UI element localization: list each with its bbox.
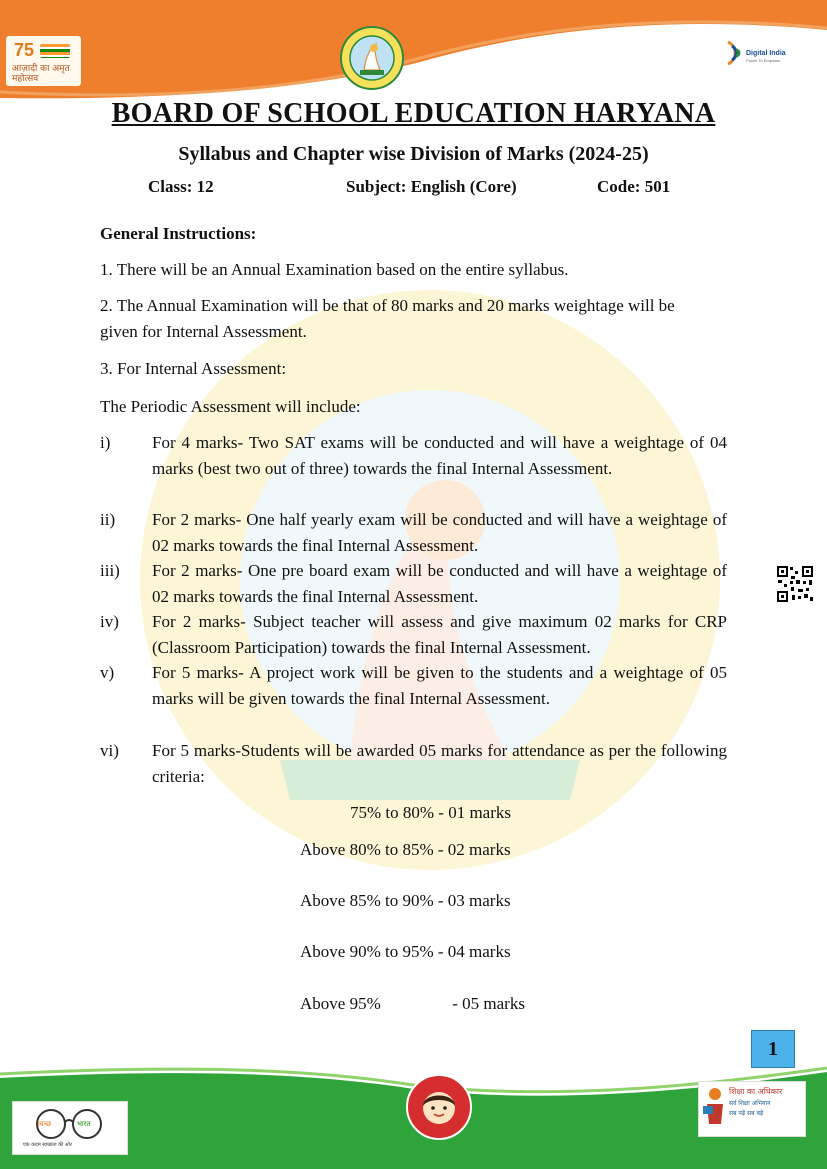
board-title: BOARD OF SCHOOL EDUCATION HARYANA: [111, 98, 716, 129]
list-item: [100, 430, 727, 482]
azadi-ka-amrit-mahotsav-logo: [6, 36, 81, 86]
list-item: [100, 738, 727, 790]
criteria-marks: - 04 marks: [437, 942, 511, 961]
bharat-word: भारत: [77, 1120, 91, 1128]
beti-bachao-beti-padhao-logo: [406, 1074, 472, 1140]
code-label: Code: 501: [597, 177, 671, 196]
criteria-row: [300, 840, 511, 860]
digital-india-text: Digital India: [746, 50, 786, 57]
item-text: For 5 marks- A project work will be given to the students and a weightage of 05 marks will be given towards the final Internal Assessment.: [152, 663, 727, 708]
item-text: For 2 marks- Subject teacher will assess and give maximum 02 marks for CRP (Classroom Participation) towards the final Internal Assessment.: [152, 612, 727, 657]
criteria-marks: - 03 marks: [437, 891, 511, 910]
page-number-badge: 1: [751, 1030, 795, 1068]
azadi-number: 75: [14, 40, 35, 60]
qr-code-icon: [776, 565, 814, 603]
digital-india-logo: [724, 38, 794, 72]
criteria-marks: - 02 marks: [437, 840, 511, 859]
class-label: Class: 12: [148, 177, 214, 196]
criteria-row: [300, 942, 511, 962]
criteria-marks: - 05 marks: [452, 994, 525, 1013]
criteria-row: [300, 994, 525, 1014]
item-text: For 2 marks- One pre board exam will be conducted and will have a weightage of 02 marks towards the final Internal Assessment.: [152, 561, 727, 606]
criteria-range: Above 80% to 85%: [300, 840, 434, 859]
item-number: iii): [100, 561, 120, 580]
instruction-1: 1. There will be an Annual Examination based on the entire syllabus.: [100, 260, 569, 279]
header-band: [0, 0, 827, 100]
azadi-text: आज़ादी का अमृत महोत्सव: [12, 64, 70, 84]
instruction-3: 3. For Internal Assessment:: [100, 359, 287, 378]
item-number: v): [100, 663, 115, 682]
swachh-tagline: एक कदम स्वच्छता की ओर: [23, 1142, 72, 1148]
criteria-marks: - 01 marks: [438, 803, 512, 822]
subject-label: Subject: English (Core): [346, 177, 517, 196]
swachh-word: स्वच्छ: [37, 1120, 52, 1128]
item-number: iv): [100, 612, 119, 631]
bseh-seal-logo: [340, 26, 404, 90]
instruction-2: 2. The Annual Examination will be that of 80 marks and 20 marks weightage will be given for Internal Assessment.: [100, 296, 675, 341]
shiksha-ka-adhikar-logo: [698, 1081, 806, 1137]
criteria-range: Above 90% to 95%: [300, 942, 434, 961]
item-number: vi): [100, 741, 119, 760]
flag-stripes-icon: [40, 44, 70, 58]
child-reading-icon: [701, 1084, 729, 1134]
item-text: For 4 marks- Two SAT exams will be conducted and will have a weightage of 04 marks (best two out of three) towards the final Internal Assessment.: [152, 433, 727, 478]
item-text: For 2 marks- One half yearly exam will be conducted and will have a weightage of 02 marks towards the final Internal Assessment.: [152, 510, 727, 555]
list-item: [100, 660, 727, 712]
list-item: [100, 558, 727, 610]
instructions-heading: General Instructions:: [100, 224, 257, 243]
list-item: [100, 609, 727, 661]
criteria-range: 75% to 80%: [350, 803, 435, 822]
swachh-bharat-logo: [12, 1101, 128, 1155]
item-text: For 5 marks-Students will be awarded 05 marks for attendance as per the following criteria:: [152, 741, 727, 786]
criteria-range: Above 95%: [300, 994, 381, 1013]
item-number: i): [100, 433, 111, 452]
criteria-row: [350, 803, 511, 823]
syllabus-title: Syllabus and Chapter wise Division of Marks (2024-25): [178, 143, 649, 165]
shiksha-sub-1: सर्व शिक्षा अभियान: [729, 1100, 771, 1107]
instruction-4: The Periodic Assessment will include:: [100, 397, 361, 416]
list-item: [100, 507, 727, 559]
item-number: ii): [100, 510, 116, 529]
shiksha-title: शिक्षा का अधिकार: [729, 1087, 783, 1096]
shiksha-sub-2: सब पढ़ें सब बढ़ें: [729, 1110, 764, 1117]
criteria-row: [300, 891, 511, 911]
digital-india-tagline: Power To Empower: [746, 58, 781, 63]
digital-india-icon: [724, 38, 744, 68]
criteria-range: Above 85% to 90%: [300, 891, 434, 910]
